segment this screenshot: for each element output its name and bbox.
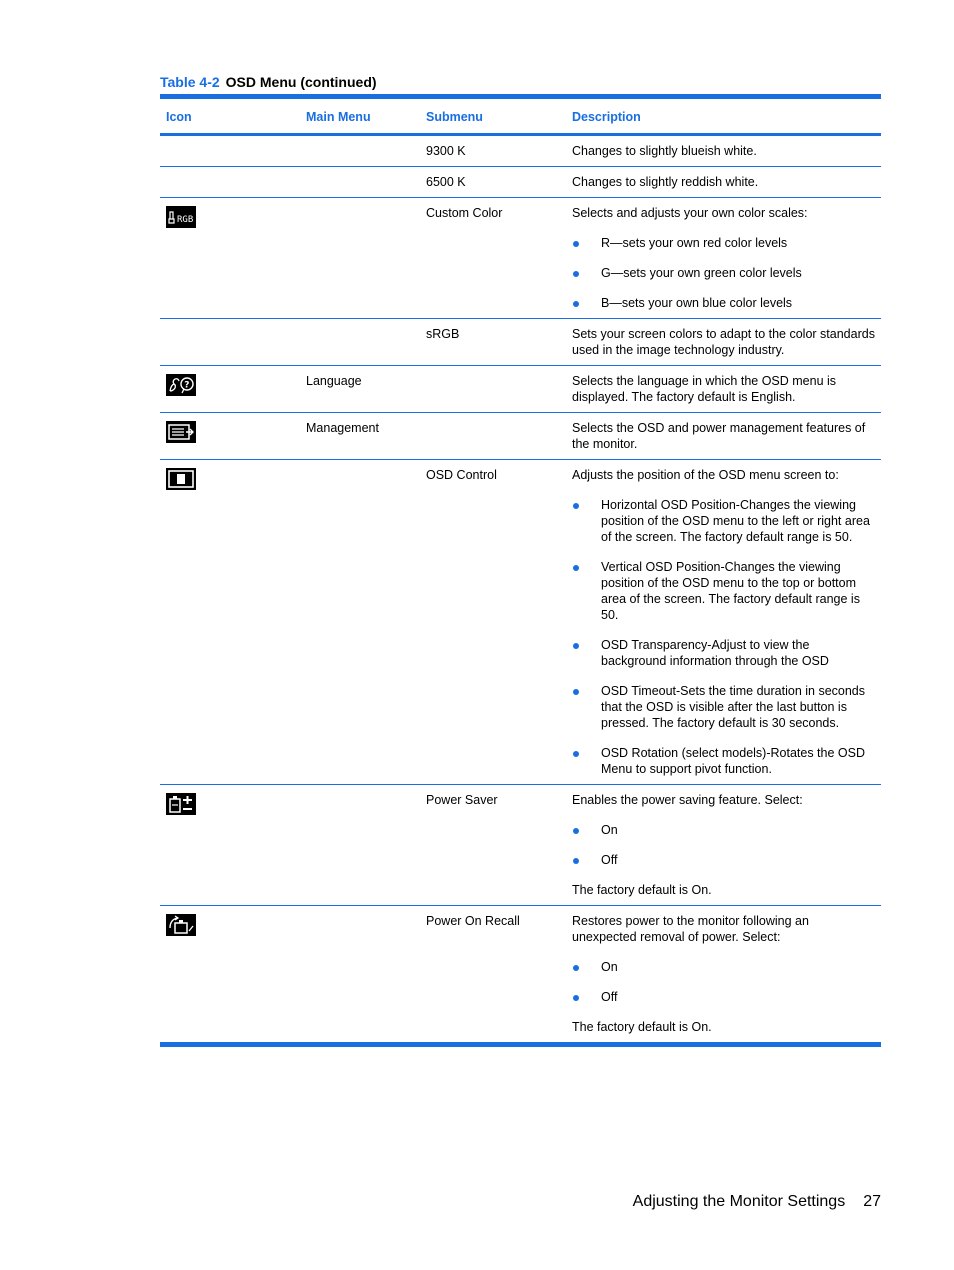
- bullet-item: B—sets your own blue color levels: [572, 295, 875, 311]
- table-number: Table 4-2: [160, 74, 220, 90]
- table-row: [160, 167, 881, 198]
- cell-description: [566, 167, 881, 198]
- cell-description: [566, 413, 881, 460]
- table-header-row: [160, 97, 881, 135]
- cell-icon: [160, 135, 300, 167]
- cell-main-menu: [300, 135, 420, 167]
- cell-icon: [160, 366, 300, 413]
- description-note: The factory default is On.: [572, 883, 712, 897]
- cell-description: [566, 135, 881, 167]
- cell-icon: [160, 167, 300, 198]
- description-text: Restores power to the monitor following an unexpected removal of power. Select:: [572, 914, 809, 944]
- power-on-recall-icon: [166, 914, 196, 936]
- bullet-list: [572, 497, 875, 777]
- bullet-item: On: [572, 959, 875, 975]
- bullet-item: OSD Timeout-Sets the time duration in seconds that the OSD is visible after the last button is pressed. The factory default is 30 seconds.: [572, 683, 875, 731]
- cell-submenu: Power Saver: [420, 785, 566, 906]
- cell-submenu: OSD Control: [420, 460, 566, 785]
- bullet-item: On: [572, 822, 875, 838]
- header-submenu: Submenu: [420, 97, 566, 135]
- description-text: Selects the language in which the OSD menu is displayed. The factory default is English.: [572, 374, 837, 404]
- cell-description: [566, 366, 881, 413]
- description-text: Enables the power saving feature. Select:: [572, 793, 803, 807]
- custom-color-rgb-icon: [166, 206, 196, 228]
- cell-description: [566, 198, 881, 319]
- description-text: Changes to slightly blueish white.: [572, 144, 757, 158]
- bullet-item: R—sets your own red color levels: [572, 235, 875, 251]
- table-row: [160, 319, 881, 366]
- cell-main-menu: [300, 167, 420, 198]
- power-saver-icon: [166, 793, 196, 815]
- svg-text:RGB: RGB: [177, 215, 194, 225]
- cell-description: [566, 319, 881, 366]
- cell-main-menu: [300, 460, 420, 785]
- table-title: OSD Menu (continued): [225, 74, 377, 90]
- cell-submenu: Power On Recall: [420, 906, 566, 1045]
- cell-main-menu: Language: [300, 366, 420, 413]
- cell-icon: [160, 460, 300, 785]
- management-icon: [166, 421, 196, 443]
- bullet-item: Off: [572, 852, 875, 868]
- cell-icon: [160, 319, 300, 366]
- cell-main-menu: [300, 906, 420, 1045]
- bullet-list: [572, 235, 875, 311]
- table-row: [160, 198, 881, 319]
- bullet-item: Vertical OSD Position-Changes the viewing position of the OSD menu to the top or bottom area of the screen. The factory default range is 50.: [572, 559, 875, 623]
- cell-main-menu: [300, 319, 420, 366]
- description-note: The factory default is On.: [572, 1020, 712, 1034]
- table-row: [160, 366, 881, 413]
- page-footer: [633, 1193, 881, 1211]
- description-text: Selects the OSD and power management features of the monitor.: [572, 421, 866, 451]
- table-row: [160, 460, 881, 785]
- cell-submenu: [420, 413, 566, 460]
- description-text: Selects and adjusts your own color scales:: [572, 206, 808, 220]
- header-icon: Icon: [160, 97, 300, 135]
- table-caption: [160, 74, 377, 90]
- header-main-menu: Main Menu: [300, 97, 420, 135]
- cell-icon: [160, 198, 300, 319]
- cell-submenu: 6500 K: [420, 167, 566, 198]
- osd-menu-table: [160, 94, 881, 1047]
- page-number: 27: [863, 1193, 881, 1210]
- description-text: Sets your screen colors to adapt to the color standards used in the image technology industry.: [572, 327, 875, 357]
- svg-text:?: ?: [184, 380, 190, 391]
- cell-description: [566, 460, 881, 785]
- cell-icon: [160, 906, 300, 1045]
- cell-submenu: [420, 366, 566, 413]
- cell-main-menu: Management: [300, 413, 420, 460]
- table-row: [160, 413, 881, 460]
- cell-submenu: 9300 K: [426, 144, 466, 158]
- language-icon: [166, 374, 196, 396]
- description-text: Adjusts the position of the OSD menu screen to:: [572, 468, 839, 482]
- bullet-list: [572, 959, 875, 1005]
- cell-description: [566, 785, 881, 906]
- header-description: Description: [566, 97, 881, 135]
- cell-submenu: Custom Color: [420, 198, 566, 319]
- table-row: [160, 906, 881, 1045]
- cell-icon: [160, 785, 300, 906]
- cell-main-menu: [300, 785, 420, 906]
- bullet-item: G—sets your own green color levels: [572, 265, 875, 281]
- bullet-item: Horizontal OSD Position-Changes the viewing position of the OSD menu to the left or right area of the screen. The factory default range is 50.: [572, 497, 875, 545]
- bullet-item: OSD Transparency-Adjust to view the background information through the OSD: [572, 637, 875, 669]
- cell-icon: [160, 413, 300, 460]
- osd-control-icon: [166, 468, 196, 490]
- table-row: [160, 785, 881, 906]
- bullet-item: OSD Rotation (select models)-Rotates the OSD Menu to support pivot function.: [572, 745, 875, 777]
- table-body: [160, 135, 881, 1045]
- cell-description: [566, 906, 881, 1045]
- cell-submenu: sRGB: [420, 319, 566, 366]
- description-text: Changes to slightly reddish white.: [572, 175, 759, 189]
- table-row: [160, 135, 881, 167]
- footer-section-title: Adjusting the Monitor Settings: [632, 1193, 846, 1210]
- bullet-list: [572, 822, 875, 868]
- cell-main-menu: [300, 198, 420, 319]
- bullet-item: Off: [572, 989, 875, 1005]
